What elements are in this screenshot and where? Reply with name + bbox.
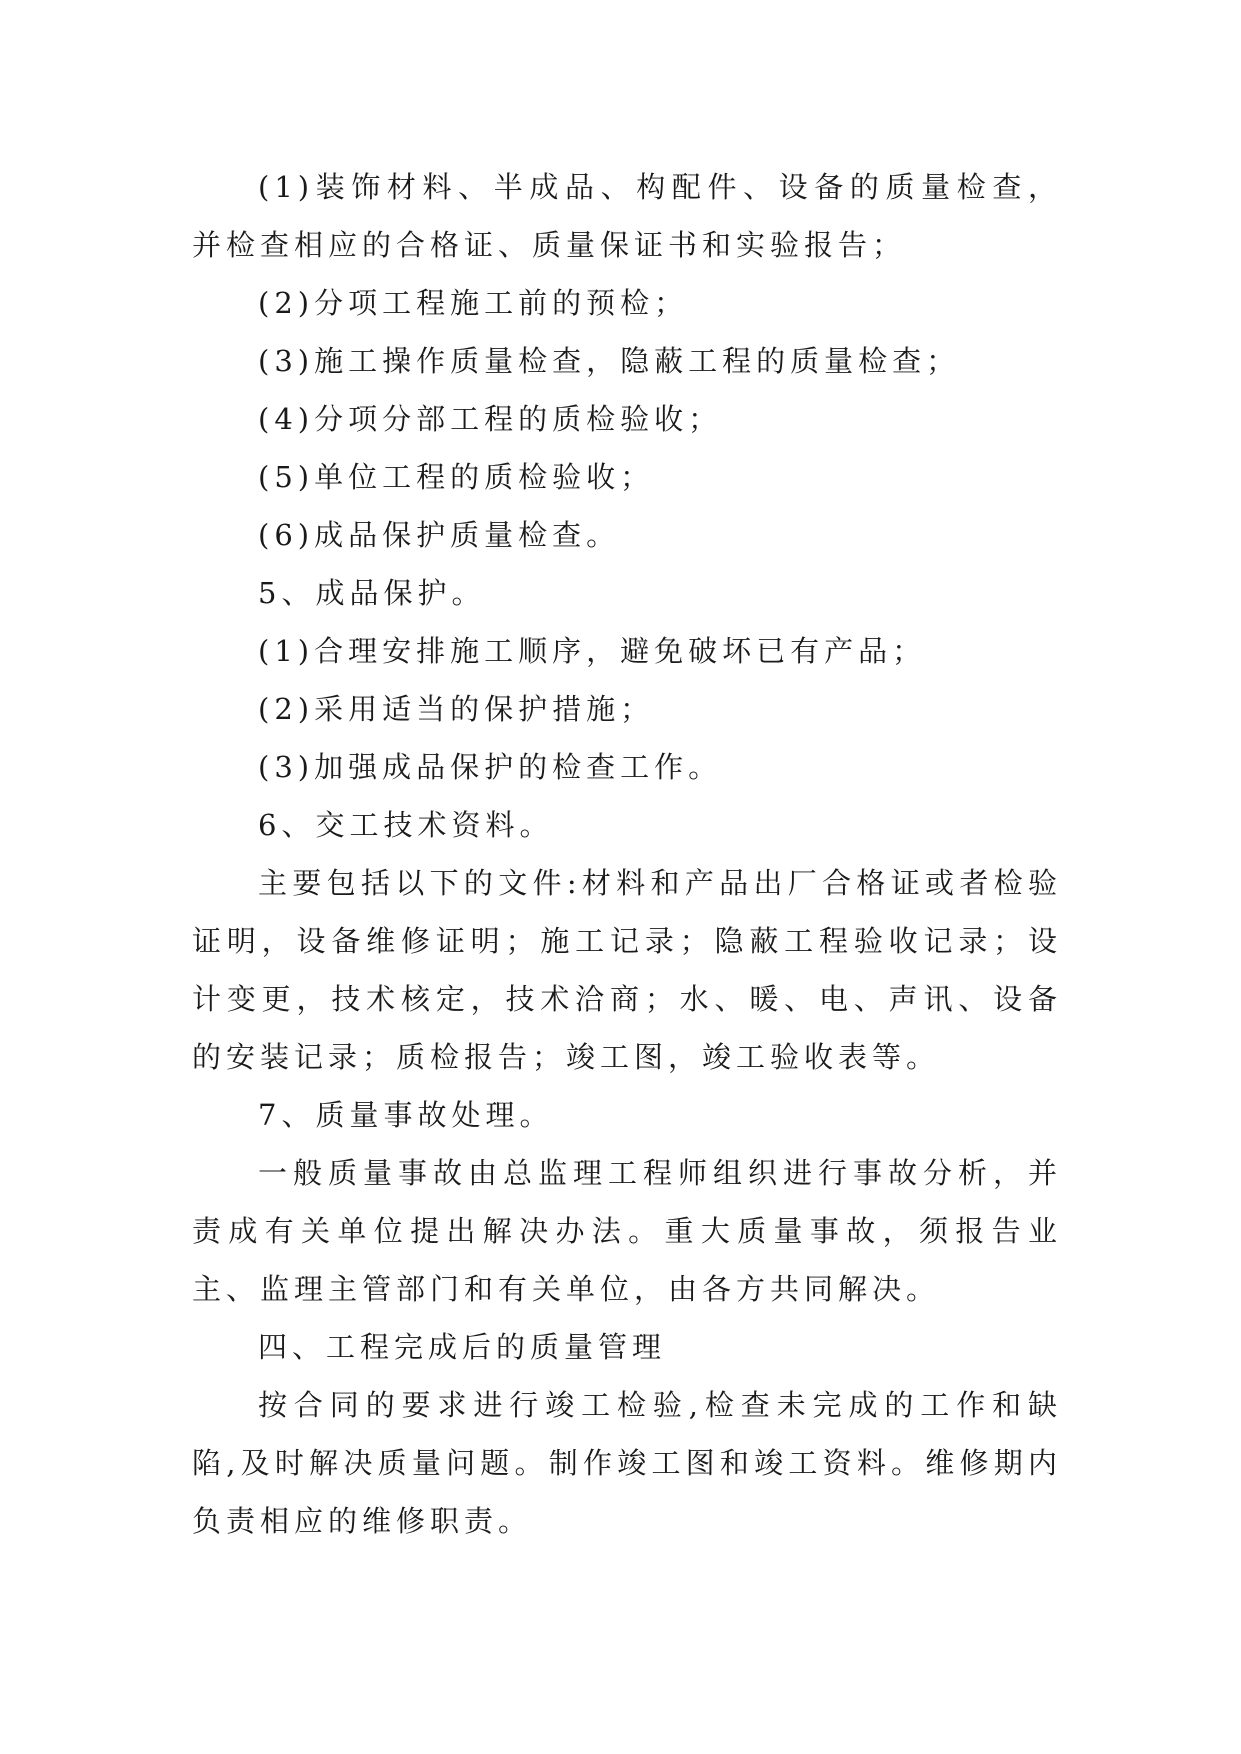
paragraph-protection-2: (2)采用适当的保护措施；	[258, 692, 655, 726]
section-heading-post-completion: 四、工程完成后的质量管理	[258, 1330, 667, 1364]
paragraph-check-items-2: (2)分项工程施工前的预检；	[258, 286, 689, 320]
paragraph-check-items-1: (1)装饰材料、半成品、构配件、设备的质量检查，并检查相应的合格证、质量保证书和实验报告；	[192, 170, 1062, 262]
paragraph-check-items-5: (5)单位工程的质检验收；	[258, 460, 655, 494]
paragraph-quality-accident: 一般质量事故由总监理工程师组织进行事故分析，并责成有关单位提出解决办法。重大质量事故，须报告业主、监理主管部门和有关单位，由各方共同解决。	[192, 1156, 1062, 1306]
paragraph-handover-docs: 主要包括以下的文件:材料和产品出厂合格证或者检验证明，设备维修证明；施工记录；隐蔽工程验收记录；设计变更，技术核定，技术洽商；水、暖、电、声讯、设备的安装记录；质检报告；竣工图，竣工验收表等。	[192, 866, 1062, 1074]
document-body	[192, 158, 1062, 1550]
paragraph-protection-3: (3)加强成品保护的检查工作。	[258, 750, 723, 784]
section-heading-quality-accident: 7、质量事故处理。	[258, 1098, 554, 1132]
paragraph-check-items-6: (6)成品保护质量检查。	[258, 518, 621, 552]
paragraph-check-items-4: (4)分项分部工程的质检验收；	[258, 402, 723, 436]
paragraph-protection-1: (1)合理安排施工顺序，避免破坏已有产品；	[258, 634, 927, 668]
paragraph-post-completion: 按合同的要求进行竣工检验,检查未完成的工作和缺陷,及时解决质量问题。制作竣工图和竣工资料。维修期内负责相应的维修职责。	[192, 1388, 1062, 1538]
section-heading-handover-docs: 6、交工技术资料。	[258, 808, 554, 842]
paragraph-check-items-3: (3)施工操作质量检查，隐蔽工程的质量检查；	[258, 344, 961, 378]
section-heading-product-protection: 5、成品保护。	[258, 576, 486, 610]
